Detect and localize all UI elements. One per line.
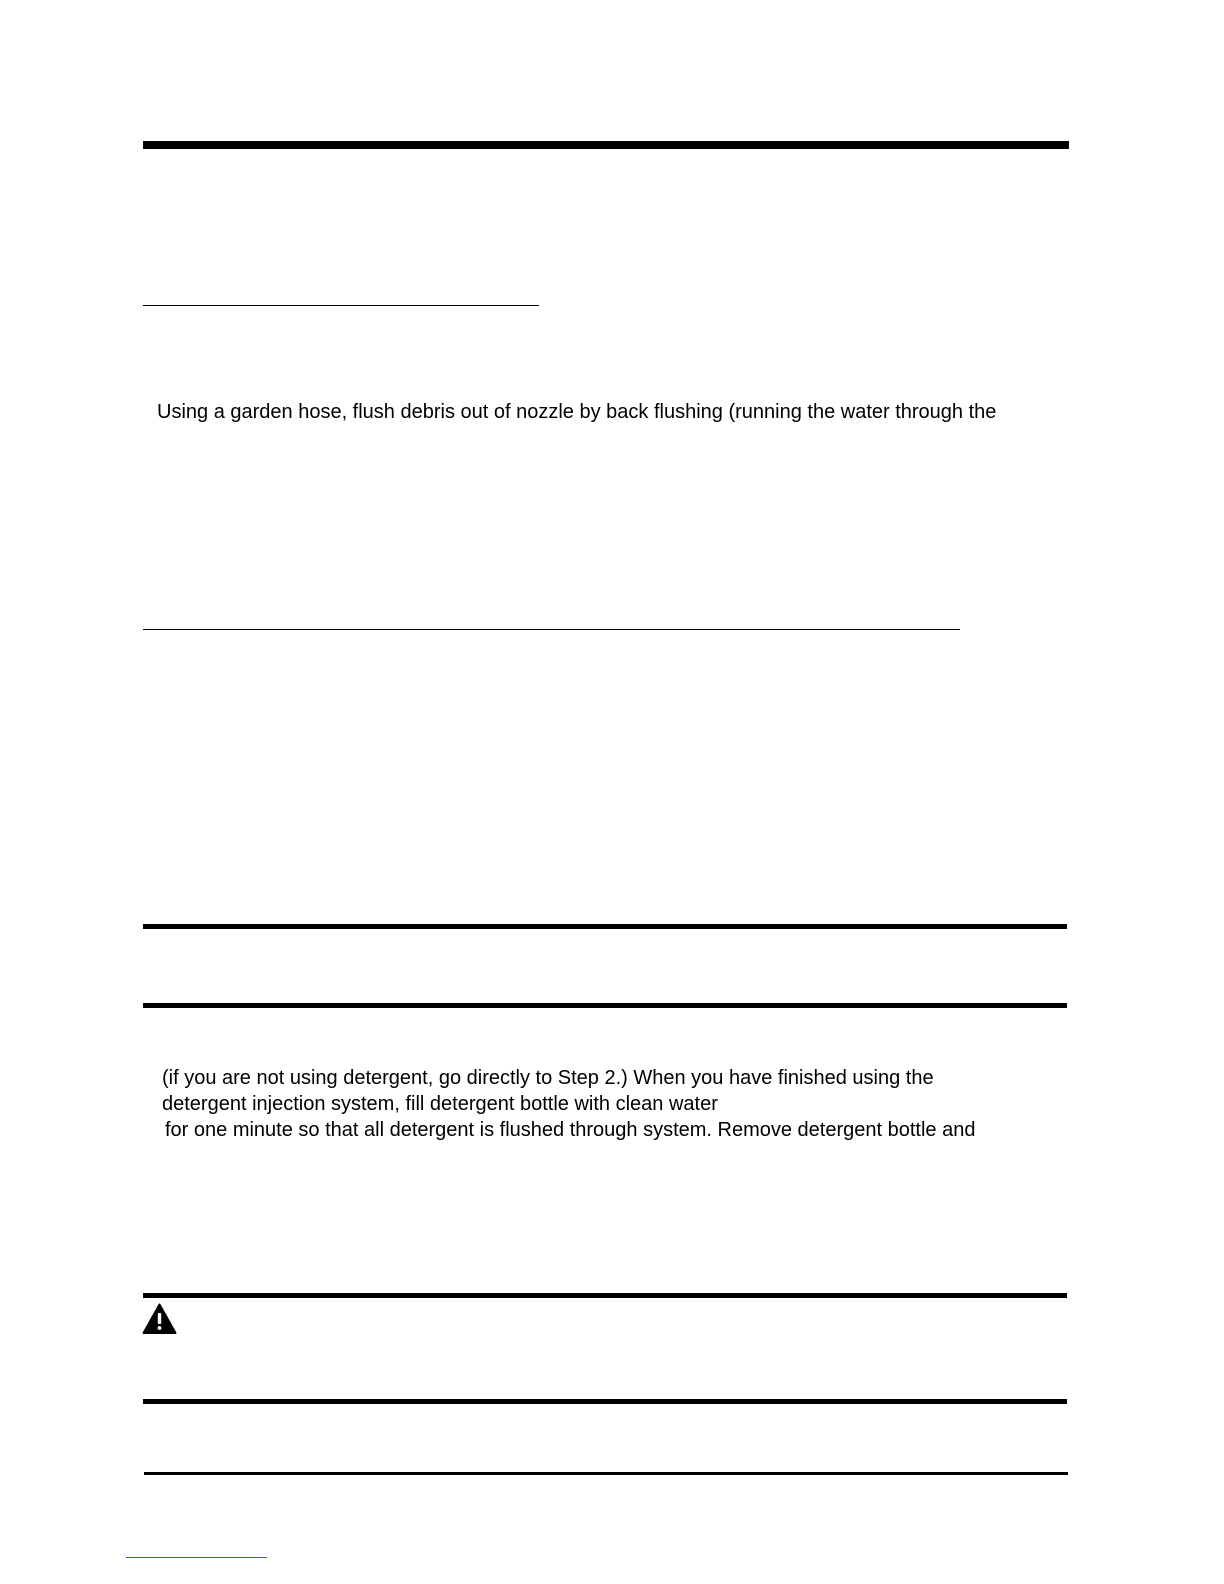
section-divider-top: [143, 924, 1067, 929]
bottom-rule: [144, 1472, 1068, 1475]
footnote-link-underline: [126, 1557, 267, 1558]
section-heading-underline: [143, 305, 539, 306]
section-heading-underline-2: [143, 629, 960, 630]
detergent-text-line-2: detergent injection system, fill detergent bottle with clean water: [162, 1093, 718, 1115]
detergent-text-line-3: for one minute so that all detergent is flushed through system. Remove detergent bottle and: [165, 1119, 976, 1141]
warning-box-top-rule: [143, 1293, 1067, 1298]
section-divider-bottom: [143, 1003, 1067, 1008]
top-heavy-rule: [143, 141, 1069, 149]
detergent-text-line-1: (if you are not using detergent, go directly to Step 2.) When you have finished using the: [162, 1067, 934, 1089]
warning-triangle-icon: [142, 1303, 177, 1335]
hose-flush-text: Using a garden hose, flush debris out of nozzle by back flushing (running the water through the: [157, 401, 997, 423]
warning-box-bottom-rule: [143, 1399, 1067, 1404]
